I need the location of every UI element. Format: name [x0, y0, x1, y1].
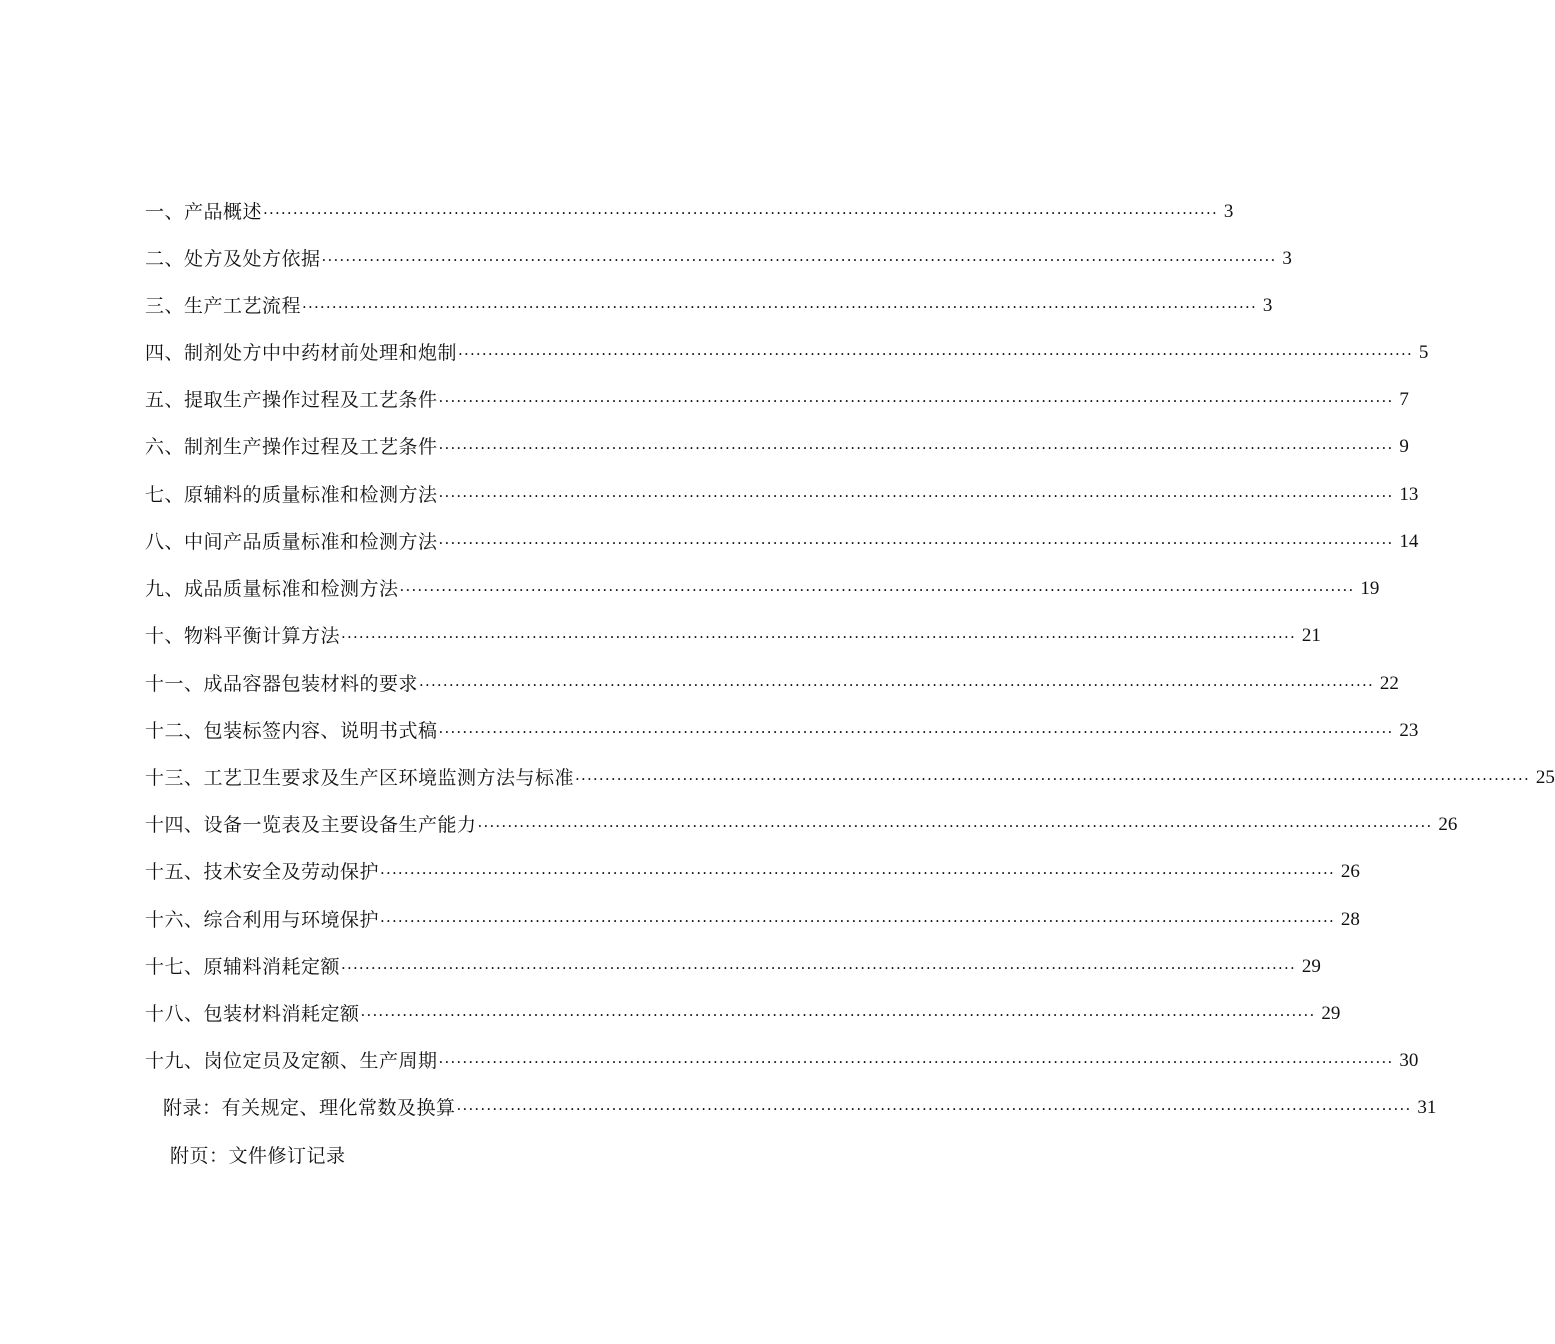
toc-entry-title: 十九、岗位定员及定额、生产周期 — [145, 1050, 438, 1072]
toc-entry-page: 22 — [1379, 673, 1399, 694]
toc-entry-title: 六、制剂生产操作过程及工艺条件 — [145, 436, 438, 458]
toc-entry-page: 21 — [1301, 625, 1321, 646]
toc-entry[interactable] — [145, 764, 1555, 792]
toc-entry-page: 3 — [1223, 201, 1234, 222]
dot-leader: ································································································································································ — [438, 439, 1394, 457]
toc-entry-page: 31 — [1417, 1097, 1437, 1118]
toc-entry[interactable] — [145, 575, 1380, 603]
toc-entry[interactable] — [145, 245, 1292, 273]
dot-leader: ································································································································································ — [438, 723, 1394, 741]
toc-entry-title: 三、生产工艺流程 — [145, 295, 302, 317]
toc-entry-title: 附录：有关规定、理化常数及换算 — [163, 1097, 456, 1119]
toc-entry-title: 十三、工艺卫生要求及生产区环境监测方法与标准 — [145, 767, 575, 789]
toc-entry-title: 八、中间产品质量标准和检测方法 — [145, 531, 438, 553]
toc-entry-page: 30 — [1399, 1050, 1419, 1071]
toc-entry[interactable] — [145, 433, 1409, 461]
dot-leader: ································································································································································ — [360, 1006, 1316, 1024]
toc-entry-title: 十五、技术安全及劳动保护 — [145, 861, 380, 883]
toc-entry-title: 七、原辅料的质量标准和检测方法 — [145, 484, 438, 506]
toc-entry[interactable] — [145, 386, 1409, 414]
toc-entry-title: 九、成品质量标准和检测方法 — [145, 578, 399, 600]
dot-leader: ································································································································································ — [438, 534, 1394, 552]
toc-entry-page: 26 — [1438, 814, 1458, 835]
toc-entry-title: 四、制剂处方中中药材前处理和炮制 — [145, 342, 458, 364]
dot-leader: ································································································································································ — [302, 298, 1257, 316]
toc-entry-appendix[interactable] — [163, 1094, 1437, 1122]
toc-entry[interactable] — [145, 622, 1321, 650]
toc-entry-title: 二、处方及处方依据 — [145, 248, 321, 270]
dot-leader: ································································································································································ — [399, 581, 1355, 599]
toc-entry-page: 3 — [1282, 248, 1292, 269]
toc-entry-title: 十七、原辅料消耗定额 — [145, 956, 341, 978]
dot-leader: ································································································································································ — [438, 1053, 1394, 1071]
toc-entry-title: 十、物料平衡计算方法 — [145, 625, 341, 647]
toc-entry[interactable] — [145, 858, 1360, 886]
toc-entry-page: 29 — [1301, 956, 1321, 977]
toc-entry[interactable] — [145, 906, 1360, 934]
dot-leader: ································································································································································ — [419, 676, 1374, 694]
toc-entry[interactable] — [145, 339, 1429, 367]
toc-entry[interactable] — [145, 198, 1234, 226]
toc-entry-page: 26 — [1340, 861, 1360, 882]
toc-entry[interactable] — [145, 811, 1458, 839]
toc-entry-revision-record[interactable] — [170, 1142, 832, 1170]
toc-entry-page: 28 — [1340, 909, 1360, 930]
toc-entry[interactable] — [145, 1000, 1341, 1028]
toc-entry-title: 五、提取生产操作过程及工艺条件 — [145, 389, 438, 411]
toc-entry-page: 13 — [1399, 484, 1419, 505]
dot-leader: ································································································································································ — [263, 204, 1218, 222]
toc-entry[interactable] — [145, 292, 1273, 320]
dot-leader: ································································································································································ — [575, 770, 1530, 788]
toc-entry-page: 23 — [1399, 720, 1419, 741]
toc-entry-page: 3 — [1262, 295, 1273, 316]
dot-leader: ································································································································································ — [380, 864, 1335, 882]
toc-entry-title: 十八、包装材料消耗定额 — [145, 1003, 360, 1025]
dot-leader: ································································································································································ — [341, 628, 1296, 646]
toc-entry-page: 29 — [1321, 1003, 1341, 1024]
toc-entry-page: 9 — [1399, 436, 1409, 457]
toc-entry-page: 14 — [1399, 531, 1419, 552]
dot-leader: ································································································································································ — [458, 345, 1413, 363]
toc-entry[interactable] — [145, 670, 1399, 698]
toc-entry-title: 十四、设备一览表及主要设备生产能力 — [145, 814, 477, 836]
toc-entry-page: 7 — [1399, 389, 1409, 410]
toc-entry-title: 十一、成品容器包装材料的要求 — [145, 673, 419, 695]
toc-entry-page: 5 — [1418, 342, 1429, 363]
toc-entry-title: 十二、包装标签内容、说明书式稿 — [145, 720, 438, 742]
toc-entry[interactable] — [145, 953, 1321, 981]
toc-entry-title: 一、产品概述 — [145, 201, 263, 223]
dot-leader: ································································································································································ — [380, 912, 1335, 930]
dot-leader: ································································································································································ — [456, 1100, 1412, 1118]
dot-leader: ································································································································································ — [438, 392, 1394, 410]
dot-leader: ································································································································································ — [321, 251, 1277, 269]
toc-entry[interactable] — [145, 717, 1419, 745]
toc-entry-page: 25 — [1535, 767, 1555, 788]
dot-leader: ································································································································································ — [438, 487, 1394, 505]
toc-entry[interactable] — [145, 528, 1419, 556]
toc-entry-title: 附页：文件修订记录 — [170, 1145, 346, 1167]
toc-entry[interactable] — [145, 481, 1419, 509]
toc-entry-title: 十六、综合利用与环境保护 — [145, 909, 380, 931]
toc-entry-page: 19 — [1360, 578, 1380, 599]
dot-leader: ································································································································································ — [341, 959, 1296, 977]
dot-leader: ································································································································································ — [477, 817, 1433, 835]
toc-entry[interactable] — [145, 1047, 1419, 1075]
